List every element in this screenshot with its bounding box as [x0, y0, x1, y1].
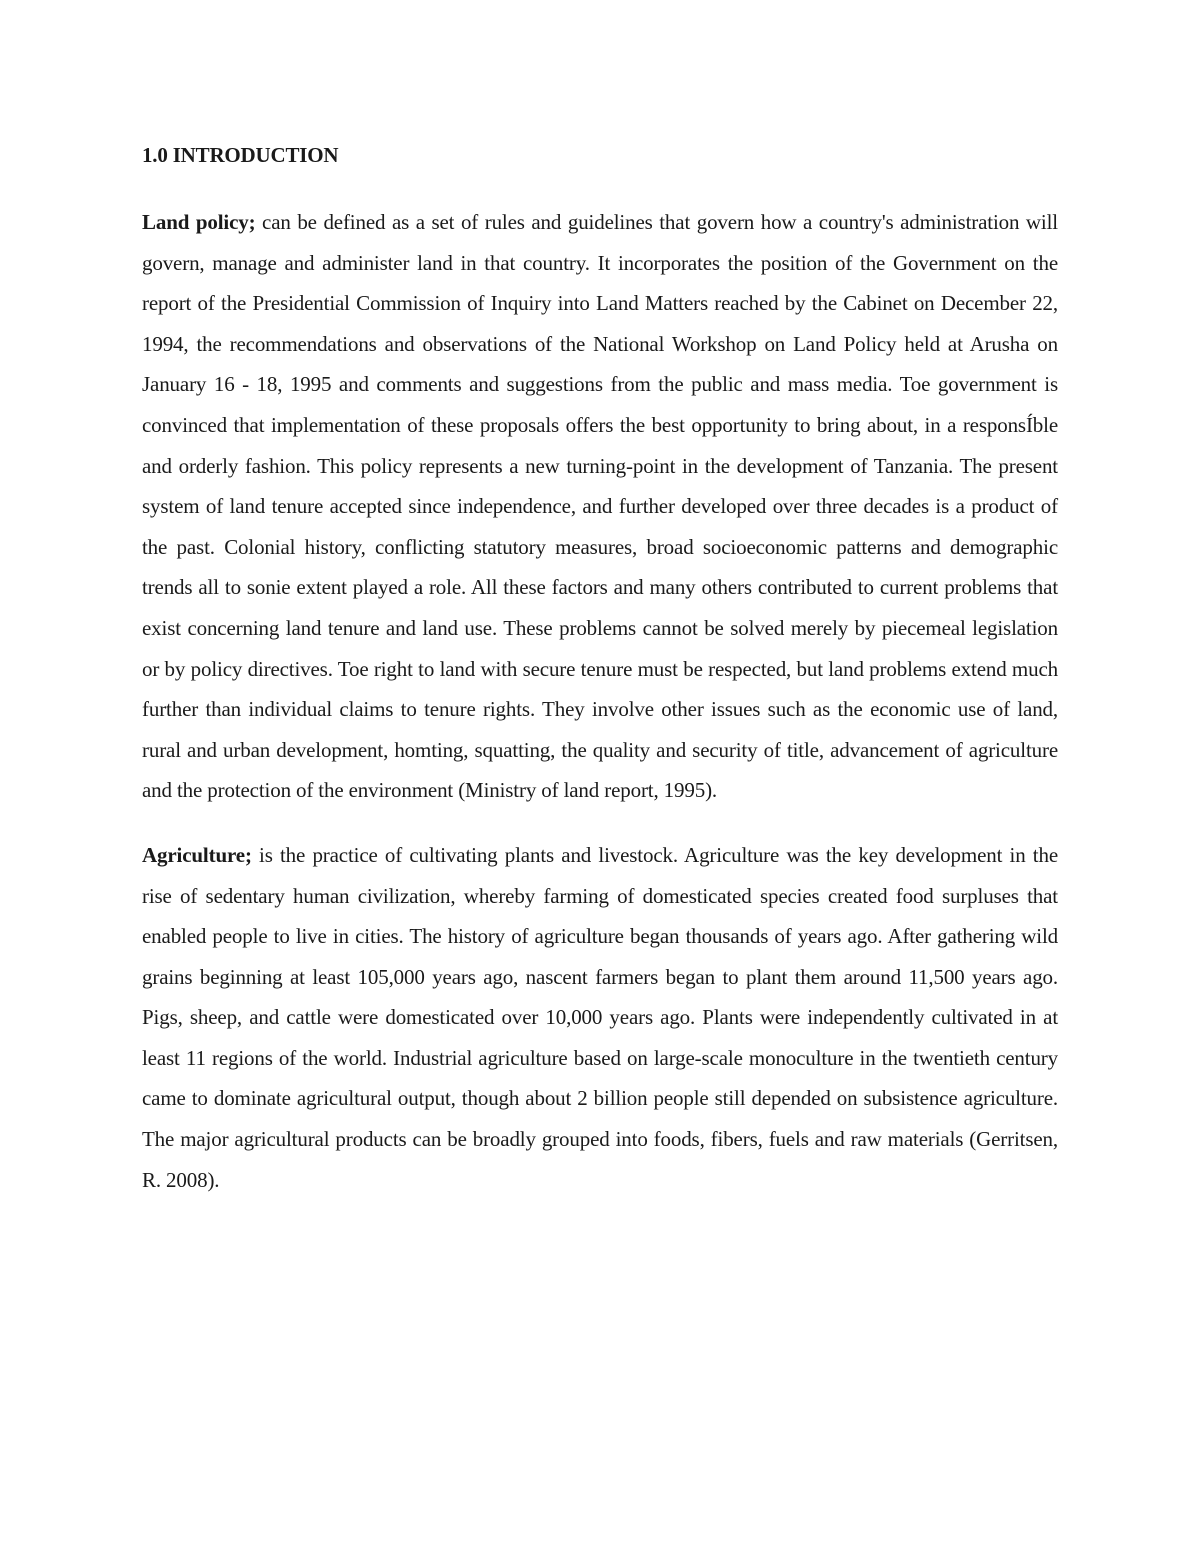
section-heading: 1.0 INTRODUCTION: [142, 143, 339, 167]
document-body: [142, 138, 1058, 1224]
paragraph-agriculture: [142, 835, 1058, 1200]
paragraph-land-policy-text: can be defined as a set of rules and guidelines that govern how a country's administration will govern, manage and administer land in that country. It incorporates the position of the Government on the report of the Presidential Commission of Inquiry into Land Matters reached by the Cabinet on December 22, 1994, the recommendations and observations of the National Workshop on Land Policy held at Arusha on January 16 - 18, 1995 and comments and suggestions from the public and mass media. Toe government is convinced that implementation of these proposals offers the best opportunity to bring about, in a responsÍble and orderly fashion. This policy represents a new turning-point in the development of Tanzania. The present system of land tenure accepted since independence, and further developed over three decades is a product of the past. Colonial history, conflicting statutory measures, broad socioeconomic patterns and demographic trends all to sonie extent played a role. All these factors and many others contributed to current problems that exist concerning land tenure and land use. These problems cannot be solved merely by piecemeal legislation or by policy directives. Toe right to land with secure tenure must be respected, but land problems extend much further than individual claims to tenure rights. They involve other issues such as the economic use of land, rural and urban development, homting, squatting, the quality and security of title, advancement of agriculture and the protection of the environment (Ministry of land report, 1995).: [142, 210, 1058, 803]
paragraph-agriculture-text: is the practice of cultivating plants and livestock. Agriculture was the key development in the rise of sedentary human civilization, whereby farming of domesticated species created food surpluses that enabled people to live in cities. The history of agriculture began thousands of years ago. After gathering wild grains beginning at least 105,000 years ago, nascent farmers began to plant them around 11,500 years ago. Pigs, sheep, and cattle were domesticated over 10,000 years ago. Plants were independently cultivated in at least 11 regions of the world. Industrial agriculture based on large-scale monoculture in the twentieth century came to dominate agricultural output, though about 2 billion people still depended on subsistence agriculture. The major agricultural products can be broadly grouped into foods, fibers, fuels and raw materials (Gerritsen, R. 2008).: [142, 842, 1058, 1192]
term-agriculture: Agriculture;: [142, 842, 252, 867]
term-land-policy: Land policy;: [142, 210, 256, 234]
paragraph-land-policy: [142, 202, 1058, 811]
